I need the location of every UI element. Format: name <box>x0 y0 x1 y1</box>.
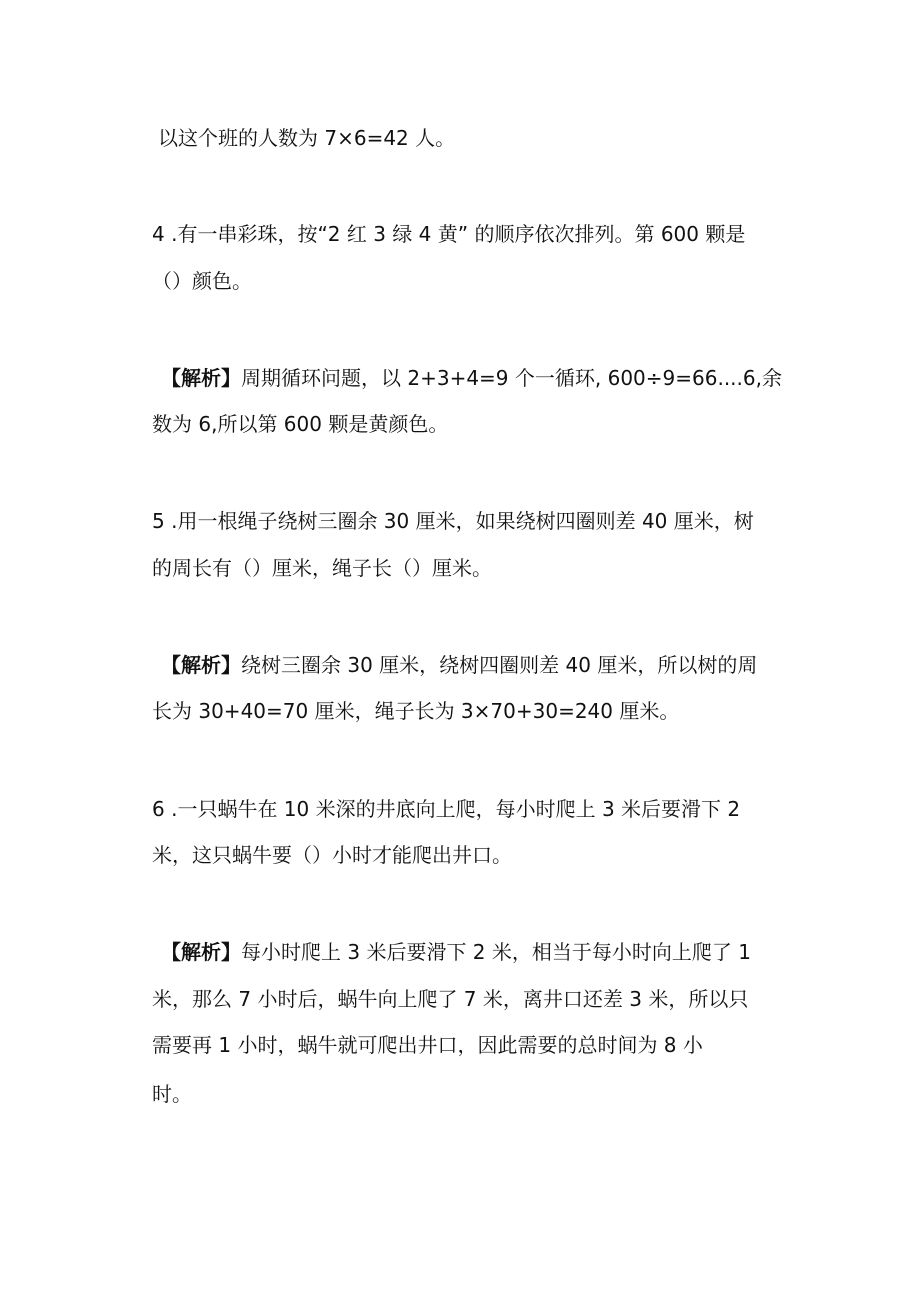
question-4-line-1 <box>152 220 745 248</box>
line-text: 时。 <box>152 1082 192 1106</box>
analysis-6-line-3 <box>152 1031 703 1059</box>
question-4-line-2 <box>152 267 252 295</box>
line-text: 5 .用一根绳子绕树三圈余 30 厘米，如果绕树四圈则差 40 厘米，树 <box>152 509 754 533</box>
analysis-label: 【解析】 <box>161 653 241 677</box>
text-line <box>158 124 455 152</box>
line-text: （）颜色。 <box>152 269 252 293</box>
line-text: 以这个班的人数为 7×6=42 人。 <box>158 126 456 150</box>
line-text: 6 .一只蜗牛在 10 米深的井底向上爬，每小时爬上 3 米后要滑下 2 <box>152 797 741 821</box>
line-text: 绕树三圈余 30 厘米，绕树四圈则差 40 厘米，所以树的周 <box>241 653 758 677</box>
line-text: 长为 30+40=70 厘米，绳子长为 3×70+30=240 厘米。 <box>152 699 680 723</box>
line-text: 的周长有（）厘米，绳子长（）厘米。 <box>152 556 492 580</box>
line-text: 周期循环问题，以 2+3+4=9 个一循环, 600÷9=66....6,余 <box>241 366 782 390</box>
line-text: 数为 6,所以第 600 颗是黄颜色。 <box>152 412 449 436</box>
analysis-5-line-1 <box>161 651 757 679</box>
question-5-line-1 <box>152 507 754 535</box>
line-text: 需要再 1 小时，蜗牛就可爬出井口，因此需要的总时间为 8 小 <box>152 1033 703 1057</box>
analysis-6-line-1 <box>161 938 751 966</box>
question-5-line-2 <box>152 554 492 582</box>
line-text: 4 .有一串彩珠，按“2 红 3 绿 4 黄” 的顺序依次排列。第 600 颗是 <box>152 222 746 246</box>
line-text: 米，那么 7 小时后，蜗牛向上爬了 7 米，离井口还差 3 米，所以只 <box>152 987 749 1011</box>
analysis-4-line-1 <box>161 364 782 392</box>
question-6-line-2 <box>152 841 512 869</box>
question-6-line-1 <box>152 795 740 823</box>
analysis-4-line-2 <box>152 410 448 438</box>
analysis-label: 【解析】 <box>161 366 241 390</box>
analysis-5-line-2 <box>152 697 679 725</box>
line-text: 米，这只蜗牛要（）小时才能爬出井口。 <box>152 843 512 867</box>
analysis-6-line-2 <box>152 985 748 1013</box>
line-text: 每小时爬上 3 米后要滑下 2 米，相当于每小时向上爬了 1 <box>241 940 751 964</box>
analysis-label: 【解析】 <box>161 940 241 964</box>
analysis-6-line-4 <box>152 1080 192 1108</box>
